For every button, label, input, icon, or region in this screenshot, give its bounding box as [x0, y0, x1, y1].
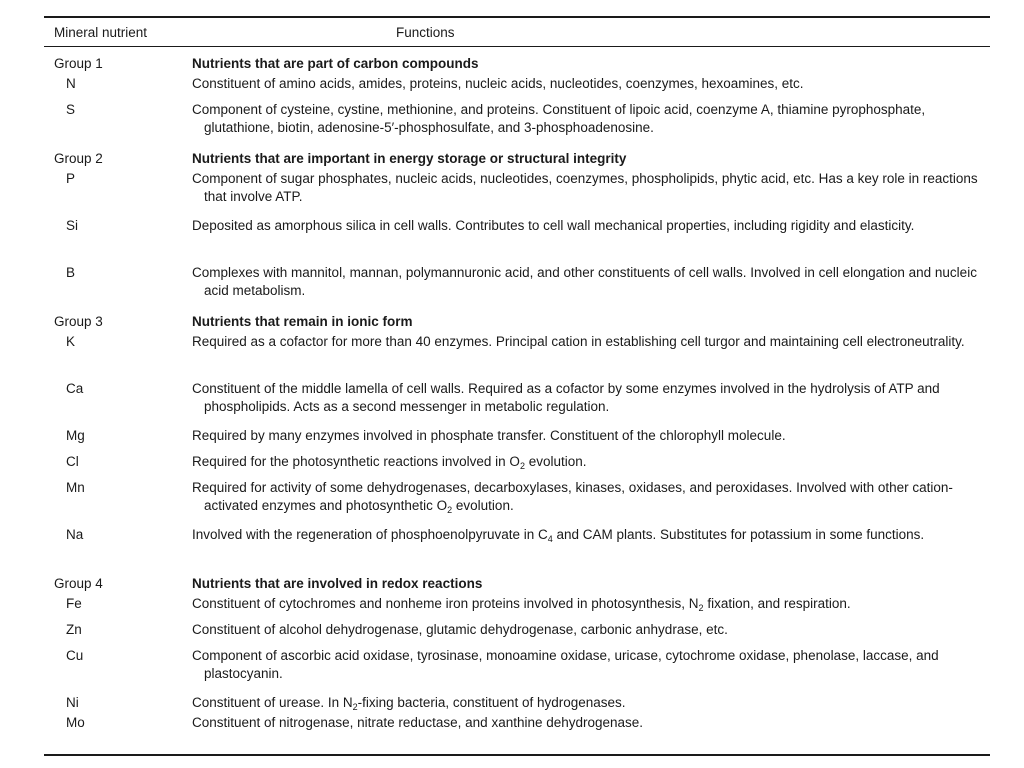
group-2-header-row — [0, 150, 1024, 170]
table-row — [0, 170, 1024, 211]
table-row — [0, 75, 1024, 95]
element-symbol: K — [66, 334, 76, 349]
element-function: Constituent of the middle lamella of cell walls. Required as a cofactor by some enzymes involved in the hydrolysis of ATP and phospholipids. Acts as a second messenger in metabolic regulation. — [192, 381, 940, 414]
element-symbol: N — [66, 76, 76, 91]
group-description: Nutrients that are important in energy storage or structural integrity — [192, 151, 627, 166]
table-bottom-rule — [44, 754, 990, 756]
element-function: Constituent of cytochromes and nonheme iron proteins involved in photosynthesis, $N_2$ fixation, and respiration. — [192, 596, 851, 613]
group-label: Group 2 — [54, 151, 103, 166]
element-symbol: Cu — [66, 648, 84, 663]
element-function: Deposited as amorphous silica in cell walls. Contributes to cell wall mechanical properties, including rigidity and elasticity. — [192, 218, 915, 233]
group-label: Group 3 — [54, 314, 103, 329]
element-symbol: P — [66, 171, 76, 186]
table-row — [0, 264, 1024, 305]
element-symbol: Ca — [66, 381, 84, 396]
table-row — [0, 427, 1024, 447]
element-function: Component of ascorbic acid oxidase, tyrosinase, monoamine oxidase, uricase, cytochrome oxidase, phenolase, laccase, and plastocyanin. — [192, 648, 939, 681]
element-symbol: Mo — [66, 715, 85, 730]
table-row — [0, 595, 1024, 615]
element-symbol: Si — [66, 218, 79, 233]
element-symbol: S — [66, 102, 76, 117]
group-4-header-row — [0, 575, 1024, 595]
element-function: Involved with the regeneration of phosphoenolpyruvate in $C_4$ and CAM plants. Substitutes for potassium in some functions. — [192, 527, 925, 544]
table-row — [0, 453, 1024, 473]
group-description: Nutrients that are part of carbon compounds — [192, 56, 479, 71]
element-function: Component of sugar phosphates, nucleic acids, nucleotides, coenzymes, phospholipids, phytic acid, etc. Has a key role in reactions that involve ATP. — [192, 171, 978, 204]
table-row — [0, 479, 1024, 520]
table-row — [0, 217, 1024, 258]
table-row — [0, 333, 1024, 374]
group-1-header-row — [0, 55, 1024, 75]
table-body — [0, 55, 1024, 734]
element-function: Required for the photosynthetic reactions involved in $O_2$ evolution. — [192, 454, 587, 471]
table-row — [0, 694, 1024, 714]
element-symbol: Mg — [66, 428, 85, 443]
group-3-header-row — [0, 313, 1024, 333]
table-header-rule — [44, 46, 990, 47]
group-label: Group 4 — [54, 576, 103, 591]
table-row — [0, 647, 1024, 688]
element-symbol: Na — [66, 527, 84, 542]
element-symbol: B — [66, 265, 76, 280]
table-row — [0, 101, 1024, 142]
group-description: Nutrients that are involved in redox reactions — [192, 576, 483, 591]
element-symbol: Ni — [66, 695, 79, 710]
element-function: Component of cysteine, cystine, methionine, and proteins. Constituent of lipoic acid, coenzyme A, thiamine pyrophosphate, glutathione, biotin, adenosine-5′-phosphosulfate, and 3-phosphoadenosine. — [192, 102, 926, 135]
element-function: Constituent of amino acids, amides, proteins, nucleic acids, nucleotides, coenzymes, hexoamines, etc. — [192, 76, 804, 91]
group-label: Group 1 — [54, 56, 103, 71]
element-symbol: Fe — [66, 596, 82, 611]
element-symbol: Mn — [66, 480, 85, 495]
column-header-functions: Functions — [396, 25, 455, 40]
table-row — [0, 380, 1024, 421]
table-row — [0, 621, 1024, 641]
element-function: Constituent of alcohol dehydrogenase, glutamic dehydrogenase, carbonic anhydrase, etc. — [192, 622, 728, 637]
table-row — [0, 526, 1024, 567]
element-function: Required as a cofactor for more than 40 enzymes. Principal cation in establishing cell turgor and maintaining cell electroneutrality. — [192, 334, 965, 349]
element-function: Complexes with mannitol, mannan, polymannuronic acid, and other constituents of cell walls. Involved in cell elongation and nucleic acid metabolism. — [192, 265, 977, 298]
table-top-rule — [44, 16, 990, 18]
element-function: Constituent of urease. In $N_2$-fixing bacteria, constituent of hydrogenases. — [192, 695, 626, 712]
column-header-mineral-nutrient: Mineral nutrient — [54, 25, 148, 40]
element-function: Required for activity of some dehydrogenases, decarboxylases, kinases, oxidases, and peroxidases. Involved with other cation-activated enzymes and photosynthetic $O_2$ evolution. — [192, 480, 953, 515]
element-function: Required by many enzymes involved in phosphate transfer. Constituent of the chlorophyll molecule. — [192, 428, 786, 443]
element-function: Constituent of nitrogenase, nitrate reductase, and xanthine dehydrogenase. — [192, 715, 644, 730]
table-row — [0, 714, 1024, 734]
element-symbol: Zn — [66, 622, 82, 637]
group-description: Nutrients that remain in ionic form — [192, 314, 413, 329]
element-symbol: Cl — [66, 454, 79, 469]
